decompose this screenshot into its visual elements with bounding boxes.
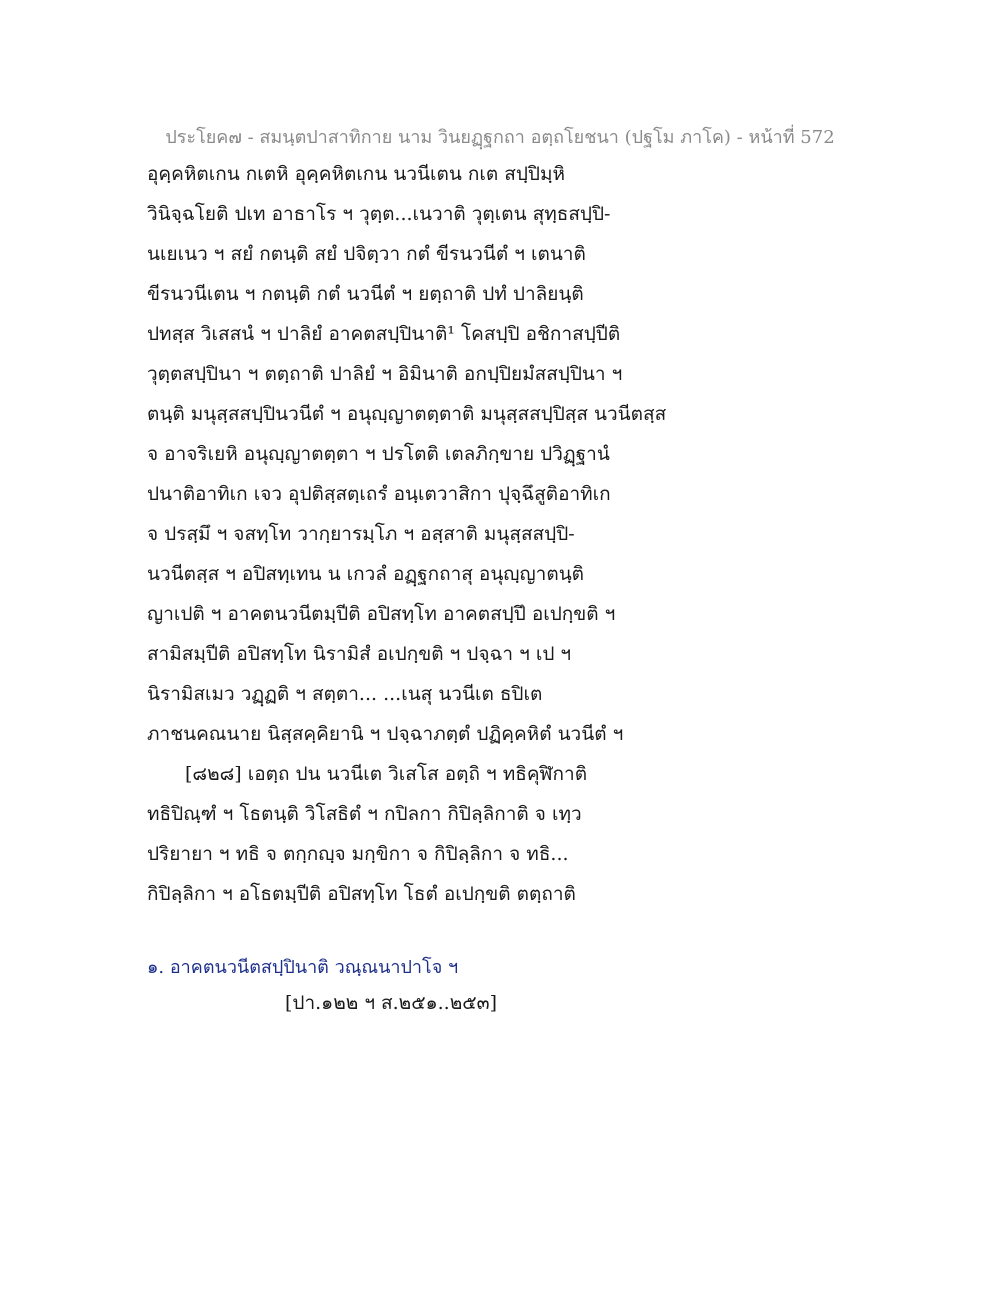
text-line: วุตฺตสปฺปินา ฯ ตตฺถาติ ปาลิยํ ฯ อิมินาติ อกปฺปิยมํสสปฺปินา ฯ — [147, 363, 623, 385]
text-line: ญาเปติ ฯ อาคตนวนีตมฺปีติ อปิสทฺโท อาคตสปฺปึ อเปกฺขติ ฯ — [147, 603, 616, 625]
text-line: ปทสฺส วิเสสนํ ฯ ปาลิยํ อาคตสปฺปินาติ¹ โคสปฺปิ อชิกาสปฺปีติ — [147, 323, 621, 345]
page-header: ประโยค๗ - สมนฺตปาสาทิกาย นาม วินยฏฺฐกถา อตฺถโยชนา (ปฐโม ภาโค) - หน้าที่ 572 — [165, 127, 835, 148]
text-line: ทธิปิณฺฑํ ฯ โธตนฺติ วิโสธิตํ ฯ กปิลกา กิปิลฺลิกาติ จ เทฺว — [147, 803, 582, 825]
text-line: นเยเนว ฯ สยํ กตนฺติ สยํ ปจิตฺวา กตํ ขีรนวนีตํ ฯ เตนาติ — [147, 243, 586, 265]
text-line: ปริยายา ฯ ทธิ จ ตกฺกญฺจ มกฺขิกา จ กิปิลฺลิกา จ ทธิ... — [147, 843, 569, 865]
text-line: วินิจฺฉโยติ ปเท อาธาโร ฯ วุตฺต...เนวาติ วุตฺเตน สุทฺธสปฺปิ- — [147, 203, 611, 225]
text-line: กิปิลฺลิกา ฯ อโธตมฺปีติ อปิสทฺโท โธตํ อเปกฺขติ ตตฺถาติ — [147, 883, 576, 905]
body-text — [147, 158, 947, 918]
text-line: นวนีตสฺส ฯ อปิสทฺเทน น เกวลํ อฏฺฐกถาสุ อนุญฺญาตนฺติ — [147, 563, 585, 585]
text-line: อุคฺคหิตเกน กเตหิ อุคฺคหิตเกน นวนีเตน กเต สปฺปิมฺหิ — [147, 163, 565, 185]
text-line: ขีรนวนีเตน ฯ กตนฺติ กตํ นวนีตํ ฯ ยตฺถาติ ปทํ ปาลิยนฺติ — [147, 283, 584, 305]
paragraph-start-line: [๘๒๘] เอตฺถ ปน นวนีเต วิเสโส อตฺถิ ฯ ทธิคุฬิกาติ — [185, 763, 588, 785]
text-line: ตนฺติ มนุสฺสสปฺปินวนีตํ ฯ อนุญฺญาตตฺตาติ มนุสฺสสปฺปิสฺส นวนีตสฺส — [147, 403, 667, 425]
text-line: นิรามิสเมว วฏฺฏติ ฯ สตฺตา... ...เนสุ นวนีเต ธปิเต — [147, 683, 543, 705]
text-line: สามิสมฺปีติ อปิสทฺโท นิรามิสํ อเปกฺขติ ฯ ปจฺฉา ฯ เป ฯ — [147, 643, 572, 665]
page-reference: [ปา.๑๒๒ ฯ ส.๒๕๑..๒๕๓] — [285, 992, 498, 1014]
text-line: ปนาติอาทิเก เจว อุปติสฺสตฺเถรํ อนฺเตวาสิกา ปุจฺฉึสูติอาทิเก — [147, 483, 611, 505]
text-line: ภาชนคณนาย นิสฺสคฺคิยานิ ฯ ปจฺฉาภตฺตํ ปฏิคฺคหิตํ นวนีตํ ฯ — [147, 723, 624, 745]
footnote: ๑. อาคตนวนีตสปฺปินาติ วณฺณนาปาโจ ฯ — [147, 957, 459, 978]
text-line: จ อาจริเยหิ อนุญฺญาตตฺตา ฯ ปรโตติ เตลภิกฺขาย ปวิฏฺฐานํ — [147, 443, 610, 465]
text-line: จ ปรสฺมึ ฯ จสทฺโท วากฺยารมฺโภ ฯ อสฺสาติ มนุสฺสสปฺปิ- — [147, 523, 575, 545]
